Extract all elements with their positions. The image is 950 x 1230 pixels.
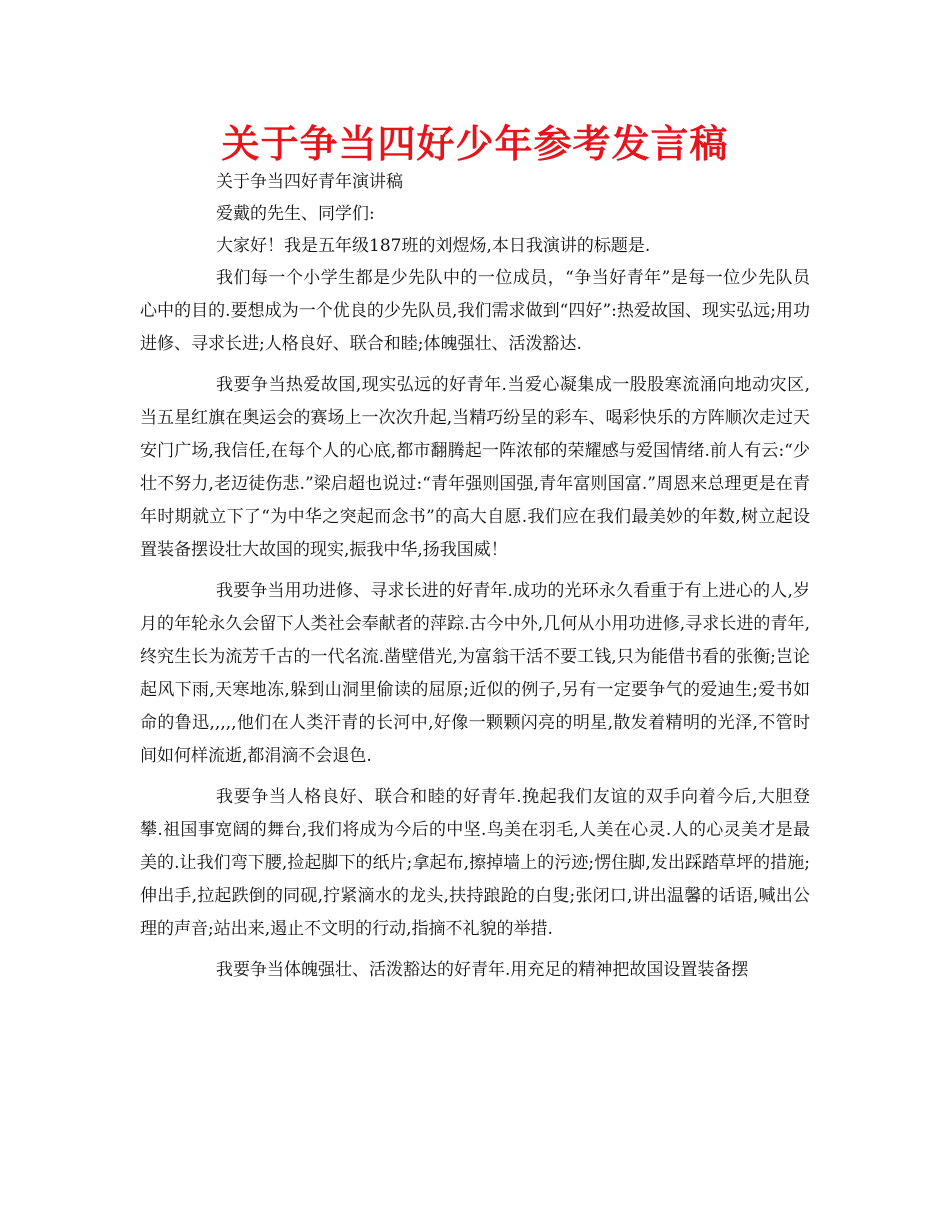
greeting: 大家好！我是五年级187班的刘煜炀,本日我演讲的标题是. — [216, 236, 651, 256]
paragraph-study: 我要争当用功进修、寻求长进的好青年.成功的光环永久看重于有上进心的人,岁月的年轮永久会留下人类社会奉献者的萍踪.古今中外,几何从小用功进修,寻求长进的青年,终究生长为流芳千古的一代名流.凿壁借光,为富翁干活不要工钱,只为能借书看的张衡;岂论起风下雨,天寒地冻,躲到山洞里偷读的屈原;近似的例子,另有一定要争气的爱迪生;爱书如命的鲁迅,,,,,他们在人类汗青的长河中,好像一颗颗闪亮的明星,散发着精明的光泽,不管时间如何样流逝,都涓滴不会退色. — [140, 581, 810, 766]
paragraph-intro: 我们每一个小学生都是少先队中的一位成员，“争当好青年”是每一位少先队员心中的目的.要想成为一个优良的少先队员,我们需求做到“四好”:热爱故国、现实弘远;用功进修、寻求长进;人格良好、联合和睦;体魄强壮、活泼豁达. — [140, 268, 810, 354]
document-title: 关于争当四好少年参考发言稿 — [221, 122, 729, 166]
paragraph-health: 我要争当体魄强壮、活泼豁达的好青年.用充足的精神把故国设置装备摆 — [216, 960, 749, 980]
document-body — [140, 166, 810, 987]
salutation: 爱戴的先生、同学们: — [216, 204, 375, 224]
paragraph-patriotism: 我要争当热爱故国,现实弘远的好青年.当爱心凝集成一股股寒流涌向地动灾区,当五星红旗在奥运会的赛场上一次次升起,当精巧纷呈的彩车、喝彩快乐的方阵顺次走过天安门广场,我信任,在每个人的心底,都市翻腾起一阵浓郁的荣耀感与爱国情绪.前人有云:“少壮不努力,老迈徒伤悲.”梁启超也说过:“青年强则国强,青年富则国富.”周恩来总理更是在青年时期就立下了“为中华之突起而念书”的高大自愿.我们应在我们最美妙的年数,树立起设置装备摆设壮大故国的现实,振我中华,扬我国威！ — [140, 375, 810, 560]
paragraph-character: 我要争当人格良好、联合和睦的好青年.挽起我们友谊的双手向着今后,大胆登攀.祖国事宽阔的舞台,我们将成为今后的中坚.鸟美在羽毛,人美在心灵.人的心灵美才是最美的.让我们弯下腰,捡起脚下的纸片;拿起布,擦掉墙上的污迹;愣住脚,发出踩踏草坪的措施;伸出手,拉起跌倒的同砚,拧紧滴水的龙头,扶持踉跄的白叟;张闭口,讲出温馨的话语,喊出公理的声音;站出来,遏止不文明的行动,指摘不礼貌的举措. — [140, 787, 810, 939]
speech-subtitle: 关于争当四好青年演讲稿 — [216, 172, 403, 192]
